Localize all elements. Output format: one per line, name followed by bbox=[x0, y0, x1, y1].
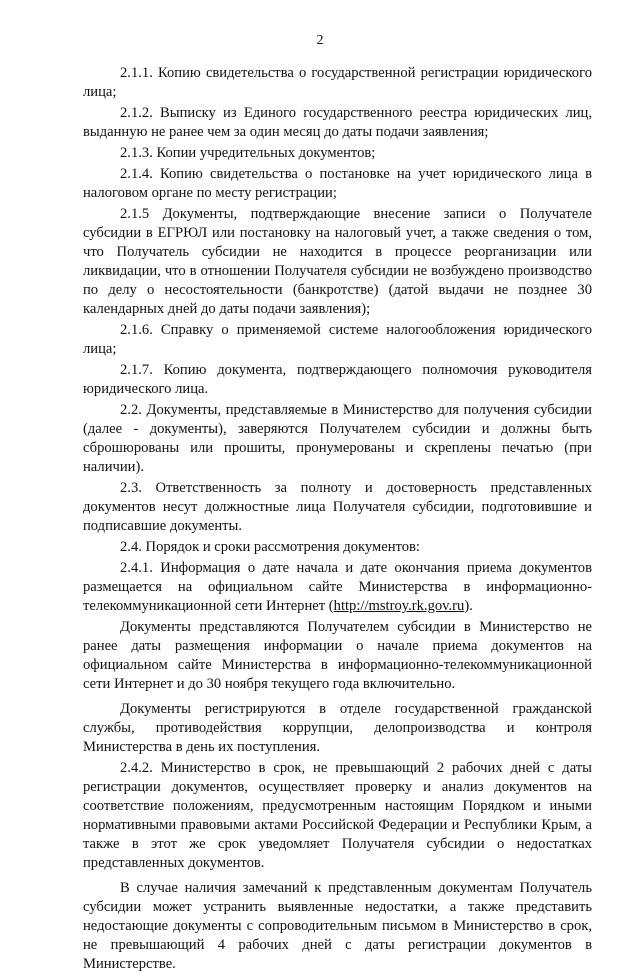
paragraph-submission-terms: Документы представляются Получателем субсидии в Министерство не ранее даты размещения информации о начале приема документов на официальном сайте Министерства в информационно-телекоммуникационной сети Интернет и до 30 ноября текущего года включительно. bbox=[83, 619, 592, 692]
paragraph-2-1-5: 2.1.5 Документы, подтверждающие внесение записи о Получателе субсидии в ЕГРЮЛ или постановку на налоговый учет, а также сведения о том, что Получатель субсидии не находится в процессе реорганизации или ликвидации, что в отношении Получателя субсидии не возбуждено производство по делу о несостоятельности (банкротстве) (датой выдачи не позднее 30 календарных дней до даты подачи заявления); bbox=[83, 206, 592, 317]
paragraph-2-4-1-tail: ). bbox=[464, 598, 473, 614]
paragraph-remarks: В случае наличия замечаний к представленным документам Получатель субсидии может устранить выявленные недостатки, а также представить недостающие документы с сопроводительным письмом в Министерство в срок, не превышающий 4 рабочих дней с даты регистрации документов в Министерстве. bbox=[83, 880, 592, 972]
paragraph-2-4-1 bbox=[83, 559, 592, 616]
paragraph-registration: Документы регистрируются в отделе государственной гражданской службы, противодействия коррупции, делопроизводства и контроля Министерства в день их поступления. bbox=[83, 701, 592, 755]
paragraph-2-1-2: 2.1.2. Выписку из Единого государственного реестра юридических лиц, выданную не ранее чем за один месяц до даты подачи заявления; bbox=[83, 105, 592, 140]
paragraph-2-2: 2.2. Документы, представляемые в Министерство для получения субсидии (далее - документы), заверяются Получателем субсидии и должны быть сброшюрованы или прошиты, пронумерованы и скреплены печатью (при наличии). bbox=[83, 402, 592, 475]
document-body bbox=[83, 64, 592, 976]
paragraph-2-3: 2.3. Ответственность за полноту и достоверность представленных документов несут должностные лица Получателя субсидии, подготовившие и подписавшие документы. bbox=[83, 480, 592, 534]
page-number: 2 bbox=[316, 33, 324, 48]
paragraph-2-1-6: 2.1.6. Справку о применяемой системе налогообложения юридического лица; bbox=[83, 322, 592, 357]
paragraph-2-1-7: 2.1.7. Копию документа, подтверждающего полномочия руководителя юридического лица. bbox=[83, 362, 592, 397]
paragraph-2-4-2: 2.4.2. Министерство в срок, не превышающий 2 рабочих дней с даты регистрации документов, осуществляет проверку и анализ документов на соответствие положениям, предусмотренным настоящим Порядком и иными нормативными правовыми актами Российской Федерации и Республики Крым, а также в этот же срок уведомляет Получателя субсидии о недостатках представленных документов. bbox=[83, 760, 592, 871]
paragraph-2-1-4: 2.1.4. Копию свидетельства о постановке на учет юридического лица в налоговом органе по месту регистрации; bbox=[83, 166, 592, 201]
paragraph-2-1-1: 2.1.1. Копию свидетельства о государственной регистрации юридического лица; bbox=[83, 65, 592, 100]
ministry-website-link[interactable]: http://mstroy.rk.gov.ru bbox=[333, 598, 465, 614]
paragraph-2-4-1-text: 2.4.1. Информация о дате начала и дате окончания приема документов размещается на официальном сайте Министерства в информационно-телекоммуникационной сети Интернет ( bbox=[83, 560, 592, 614]
paragraph-2-4: 2.4. Порядок и сроки рассмотрения документов: bbox=[120, 539, 420, 555]
paragraph-2-1-3: 2.1.3. Копии учредительных документов; bbox=[120, 145, 376, 161]
